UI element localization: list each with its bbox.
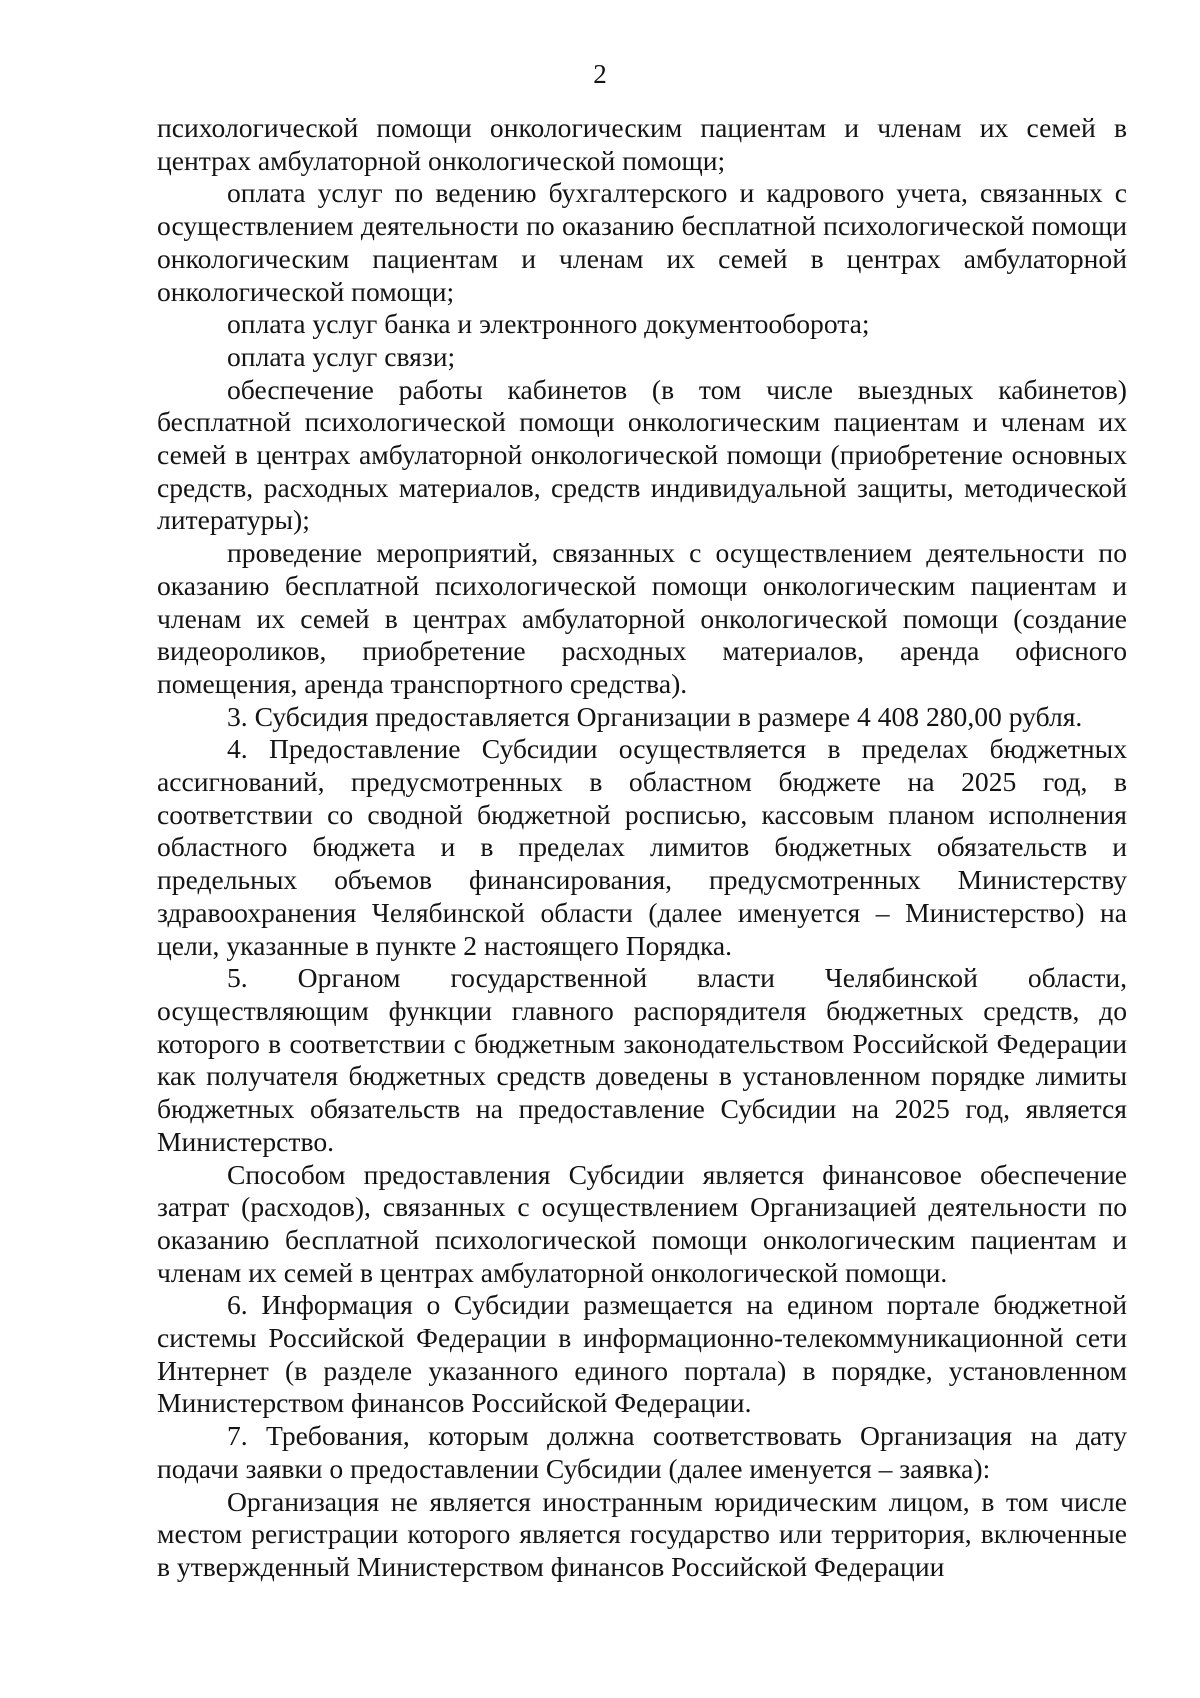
- paragraph-requirements: Организация не является иностранным юридическим лицом, в том числе местом регистрации которого является государство или территория, включенные в утвержденный Министерством финансов Российской Федерации: [157, 1485, 1127, 1582]
- page-number: 2: [593, 59, 607, 89]
- paragraph-subsidy-method: Способом предоставления Субсидии является финансовое обеспечение затрат (расходов), связанных с осуществлением Организацией деятельности по оказанию бесплатной психологической помощи онкологическим пациентам и членам их семей в центрах амбулаторной онкологической помощи.: [157, 1158, 1127, 1288]
- paragraph-item-4: 4. Предоставление Субсидии осуществляется в пределах бюджетных ассигнований, предусмотренных в областном бюджете на 2025 год, в соответствии со сводной бюджетной росписью, кассовым планом исполнения областного бюджета и в пределах лимитов бюджетных обязательств и предельных объемов финансирования, предусмотренных Министерству здравоохранения Челябинской области (далее именуется – Министерство) на цели, указанные в пункте 2 настоящего Порядка.: [157, 733, 1127, 961]
- paragraph-item-5: 5. Органом государственной власти Челябинской области, осуществляющим функции главного распорядителя бюджетных средств, до которого в соответствии с бюджетным законодательством Российской Федерации как получателя бюджетных средств доведены в установленном порядке лимиты бюджетных обязательств на предоставление Субсидии на 2025 год, является Министерство.: [157, 962, 1127, 1157]
- paragraph-item-6: 6. Информация о Субсидии размещается на едином портале бюджетной системы Российской Федерации в информационно-телекоммуникационной сети Интернет (в разделе указанного единого портала) в порядке, установленном Министерством финансов Российской Федерации.: [157, 1289, 1127, 1419]
- paragraph-item-3: 3. Субсидия предоставляется Организации в размере 4 408 280,00 рубля.: [227, 700, 1083, 732]
- paragraph-item-7: 7. Требования, которым должна соответствовать Организация на дату подачи заявки о предоставлении Субсидии (далее именуется – заявка):: [157, 1420, 1127, 1484]
- paragraph-communication-services: оплата услуг связи;: [227, 340, 456, 372]
- paragraph-office-operation: обеспечение работы кабинетов (в том числе выездных кабинетов) бесплатной психологической помощи онкологическим пациентам и членам их семей в центрах амбулаторной онкологической помощи (приобретение основных средств, расходных материалов, средств индивидуальной защиты, методической литературы);: [157, 373, 1127, 536]
- paragraph-bank-services: оплата услуг банка и электронного документооборота;: [227, 308, 870, 340]
- document-body: [157, 112, 1127, 1584]
- paragraph-accounting-services: оплата услуг по ведению бухгалтерского и кадрового учета, связанных с осуществлением деятельности по оказанию бесплатной психологической помощи онкологическим пациентам и членам их семей в центрах амбулаторной онкологической помощи;: [157, 177, 1127, 307]
- paragraph-continuation: психологической помощи онкологическим пациентам и членам их семей в центрах амбулаторной онкологической помощи;: [157, 112, 1127, 176]
- paragraph-events: проведение мероприятий, связанных с осуществлением деятельности по оказанию бесплатной психологической помощи онкологическим пациентам и членам их семей в центрах амбулаторной онкологической помощи (создание видеороликов, приобретение расходных материалов, аренда офисного помещения, аренда транспортного средства).: [157, 537, 1127, 699]
